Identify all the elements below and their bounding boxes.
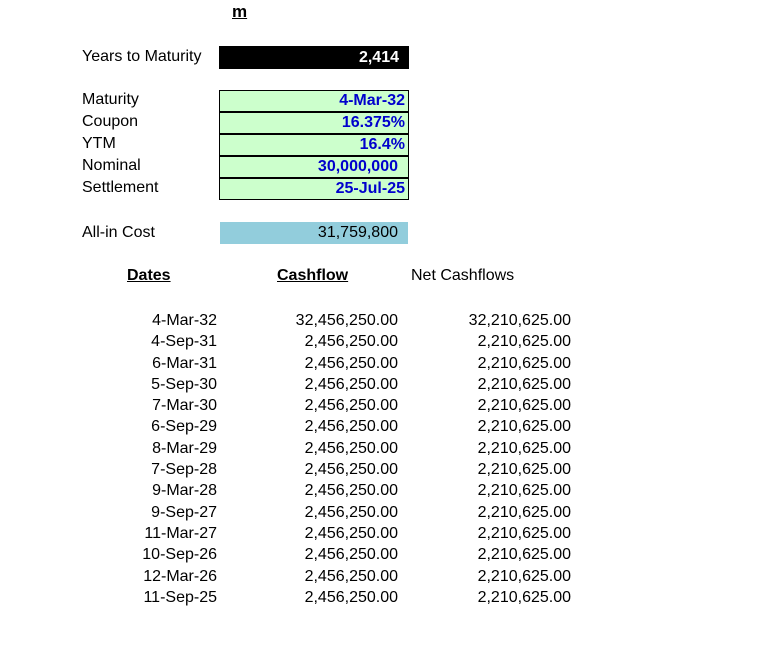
date-cell[interactable]: 7-Sep-28 [151,461,217,479]
net-cashflow-cell[interactable]: 2,210,625.00 [477,375,571,393]
cashflow-cell[interactable]: 2,456,250.00 [304,567,398,585]
settlement-label: Settlement [82,179,159,196]
date-cell[interactable]: 11-Sep-25 [143,588,217,606]
date-cell[interactable]: 4-Sep-31 [151,333,217,351]
coupon-input[interactable]: 16.375% [219,112,409,134]
date-cell[interactable]: 9-Sep-27 [151,503,217,521]
maturity-input[interactable]: 4-Mar-32 [219,90,409,112]
net-cashflow-cell[interactable]: 2,210,625.00 [477,482,571,500]
cashflow-cell[interactable]: 2,456,250.00 [304,503,398,521]
net-cashflow-column [420,310,571,608]
date-cell[interactable]: 10-Sep-26 [142,546,217,564]
cashflow-cell[interactable]: 2,456,250.00 [304,439,398,457]
net-cashflow-cell[interactable]: 2,210,625.00 [477,503,571,521]
cashflow-column [260,310,398,608]
cashflow-cell[interactable]: 2,456,250.00 [304,418,398,436]
net-cashflow-cell[interactable]: 2,210,625.00 [477,588,571,606]
date-cell[interactable]: 9-Mar-28 [152,482,217,500]
cashflow-cell[interactable]: 2,456,250.00 [304,461,398,479]
cashflow-cell[interactable]: 2,456,250.00 [304,482,398,500]
cashflow-cell[interactable]: 2,456,250.00 [304,375,398,393]
cashflow-cell[interactable]: 32,456,250.00 [295,312,398,329]
dates-header: Dates [127,267,171,284]
net-cashflow-cell[interactable]: 2,210,625.00 [477,546,571,564]
settlement-input[interactable]: 25-Jul-25 [219,178,409,200]
cashflow-cell[interactable]: 2,456,250.00 [304,524,398,542]
nominal-input[interactable]: 30,000,000 [219,156,409,178]
date-cell[interactable]: 11-Mar-27 [144,524,217,542]
coupon-label: Coupon [82,113,139,130]
cashflow-cell[interactable]: 2,456,250.00 [304,397,398,415]
years-to-maturity-cell[interactable]: 2,414 [219,46,409,69]
net-cashflow-cell[interactable]: 2,210,625.00 [477,354,571,372]
cashflow-header: Cashflow [277,267,349,284]
net-cashflow-cell[interactable]: 2,210,625.00 [477,439,571,457]
cashflow-cell[interactable]: 2,456,250.00 [304,546,398,564]
maturity-label: Maturity [82,91,139,108]
date-cell[interactable]: 12-Mar-26 [143,567,217,585]
sheet-title: m [232,2,248,21]
ytm-label: YTM [82,135,116,152]
net-cashflows-header: Net Cashflows [411,267,515,284]
net-cashflow-cell[interactable]: 2,210,625.00 [477,461,571,479]
date-cell[interactable]: 5-Sep-30 [151,375,217,393]
cashflow-cell[interactable]: 2,456,250.00 [304,354,398,372]
dates-column [100,310,217,608]
date-cell[interactable]: 7-Mar-30 [152,397,217,415]
all-in-cost-label: All-in Cost [82,224,155,241]
date-cell[interactable]: 4-Mar-32 [152,312,217,329]
all-in-cost-cell[interactable]: 31,759,800 [220,222,408,244]
net-cashflow-cell[interactable]: 2,210,625.00 [477,333,571,351]
net-cashflow-cell[interactable]: 2,210,625.00 [477,418,571,436]
years-to-maturity-label: Years to Maturity [82,48,202,65]
date-cell[interactable]: 8-Mar-29 [152,439,217,457]
ytm-input[interactable]: 16.4% [219,134,409,156]
cashflow-cell[interactable]: 2,456,250.00 [304,588,398,606]
nominal-label: Nominal [82,157,141,174]
net-cashflow-cell[interactable]: 2,210,625.00 [477,567,571,585]
cashflow-cell[interactable]: 2,456,250.00 [304,333,398,351]
net-cashflow-cell[interactable]: 32,210,625.00 [468,312,571,329]
date-cell[interactable]: 6-Mar-31 [152,354,217,372]
date-cell[interactable]: 6-Sep-29 [151,418,217,436]
net-cashflow-cell[interactable]: 2,210,625.00 [477,397,571,415]
net-cashflow-cell[interactable]: 2,210,625.00 [477,524,571,542]
